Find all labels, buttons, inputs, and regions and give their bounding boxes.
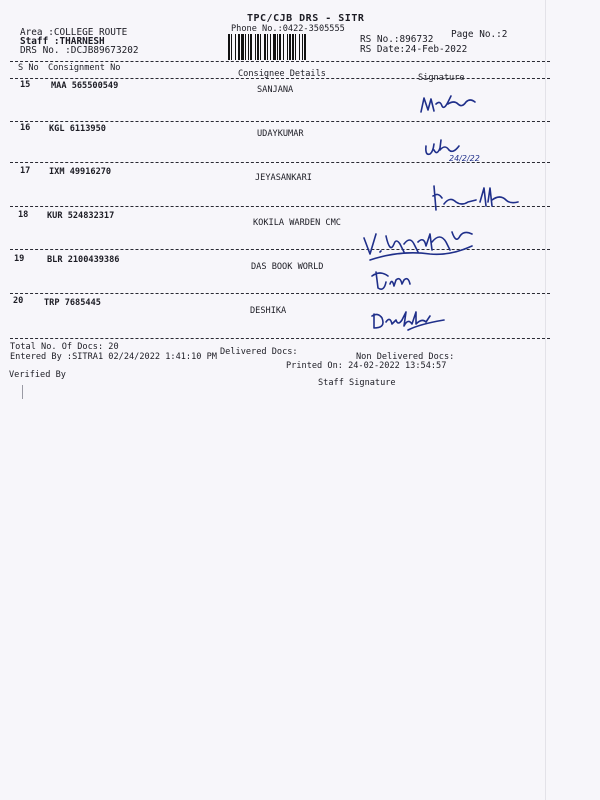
column-header-signature: Signature: [418, 73, 465, 83]
barcode: [228, 34, 352, 60]
divider-header: [10, 78, 550, 79]
row-sno: 15: [20, 80, 31, 90]
non-delivered-docs-label: Non Delivered Docs:: [356, 352, 455, 362]
total-docs: Total No. Of Docs: 20: [10, 342, 119, 352]
column-header-consignment: Consignment No: [48, 63, 121, 73]
row-consignee: JEYASANKARI: [255, 173, 312, 183]
document-title: TPC/CJB DRS - SITR: [247, 13, 365, 24]
phone-number: Phone No.:0422-3505555: [231, 24, 345, 34]
printed-on: Printed On: 24-02-2022 13:54:57: [286, 361, 447, 371]
rs-number: RS No.:896732: [360, 34, 434, 45]
row-consignment-no: IXM 49916270: [49, 167, 112, 177]
row-consignment-no: KGL 6113950: [49, 124, 106, 134]
row-consignee: UDAYKUMAR: [257, 129, 304, 139]
row-sno: 17: [20, 166, 31, 176]
signature-row-16: [423, 136, 493, 166]
row-divider: [10, 121, 550, 122]
row-consignment-no: BLR 2100439386: [47, 255, 120, 265]
row-divider: [10, 293, 550, 294]
area-label: Area :COLLEGE ROUTE: [20, 27, 128, 38]
staff-signature-label: Staff Signature: [318, 378, 396, 388]
delivered-docs-label: Delivered Docs:: [220, 347, 298, 357]
row-consignment-no: TRP 7685445: [44, 298, 101, 308]
column-header-sno: S No: [18, 63, 39, 73]
row-sno: 16: [20, 123, 31, 133]
rs-date: RS Date:24-Feb-2022: [360, 44, 468, 55]
column-header-consignee: Consignee Details: [238, 69, 326, 79]
page-number: Page No.:2: [451, 29, 508, 40]
signature-row-19: [368, 268, 418, 294]
divider-bottom: [10, 338, 550, 339]
scan-edge-line: [545, 0, 546, 800]
drs-number: DRS No. :DCJB89673202: [20, 45, 139, 56]
row-consignee: KOKILA WARDEN CMC: [253, 218, 341, 228]
barcode-bar: [306, 34, 308, 60]
divider-top: [10, 61, 550, 62]
svg-text:24/2/22: 24/2/22: [449, 154, 480, 163]
row-consignee: DAS BOOK WORLD: [251, 262, 324, 272]
row-sno: 18: [18, 210, 29, 220]
row-consignee: SANJANA: [257, 85, 294, 95]
signature-row-18: [360, 224, 480, 274]
signature-row-20: [368, 304, 448, 334]
signature-row-15: [418, 90, 478, 118]
staff-label: Staff :THARNESH: [20, 36, 105, 47]
entered-by: Entered By :SITRA1 02/24/2022 1:41:10 PM: [10, 352, 217, 362]
row-consignment-no: KUR 524832317: [47, 211, 115, 221]
signature-row-17: [428, 182, 522, 214]
verified-by-label: Verified By: [9, 370, 66, 380]
row-consignment-no: MAA 565500549: [51, 81, 119, 91]
row-consignee: DESHIKA: [250, 306, 287, 316]
scan-mark: [22, 385, 23, 399]
row-sno: 19: [14, 254, 25, 264]
row-sno: 20: [13, 296, 24, 306]
